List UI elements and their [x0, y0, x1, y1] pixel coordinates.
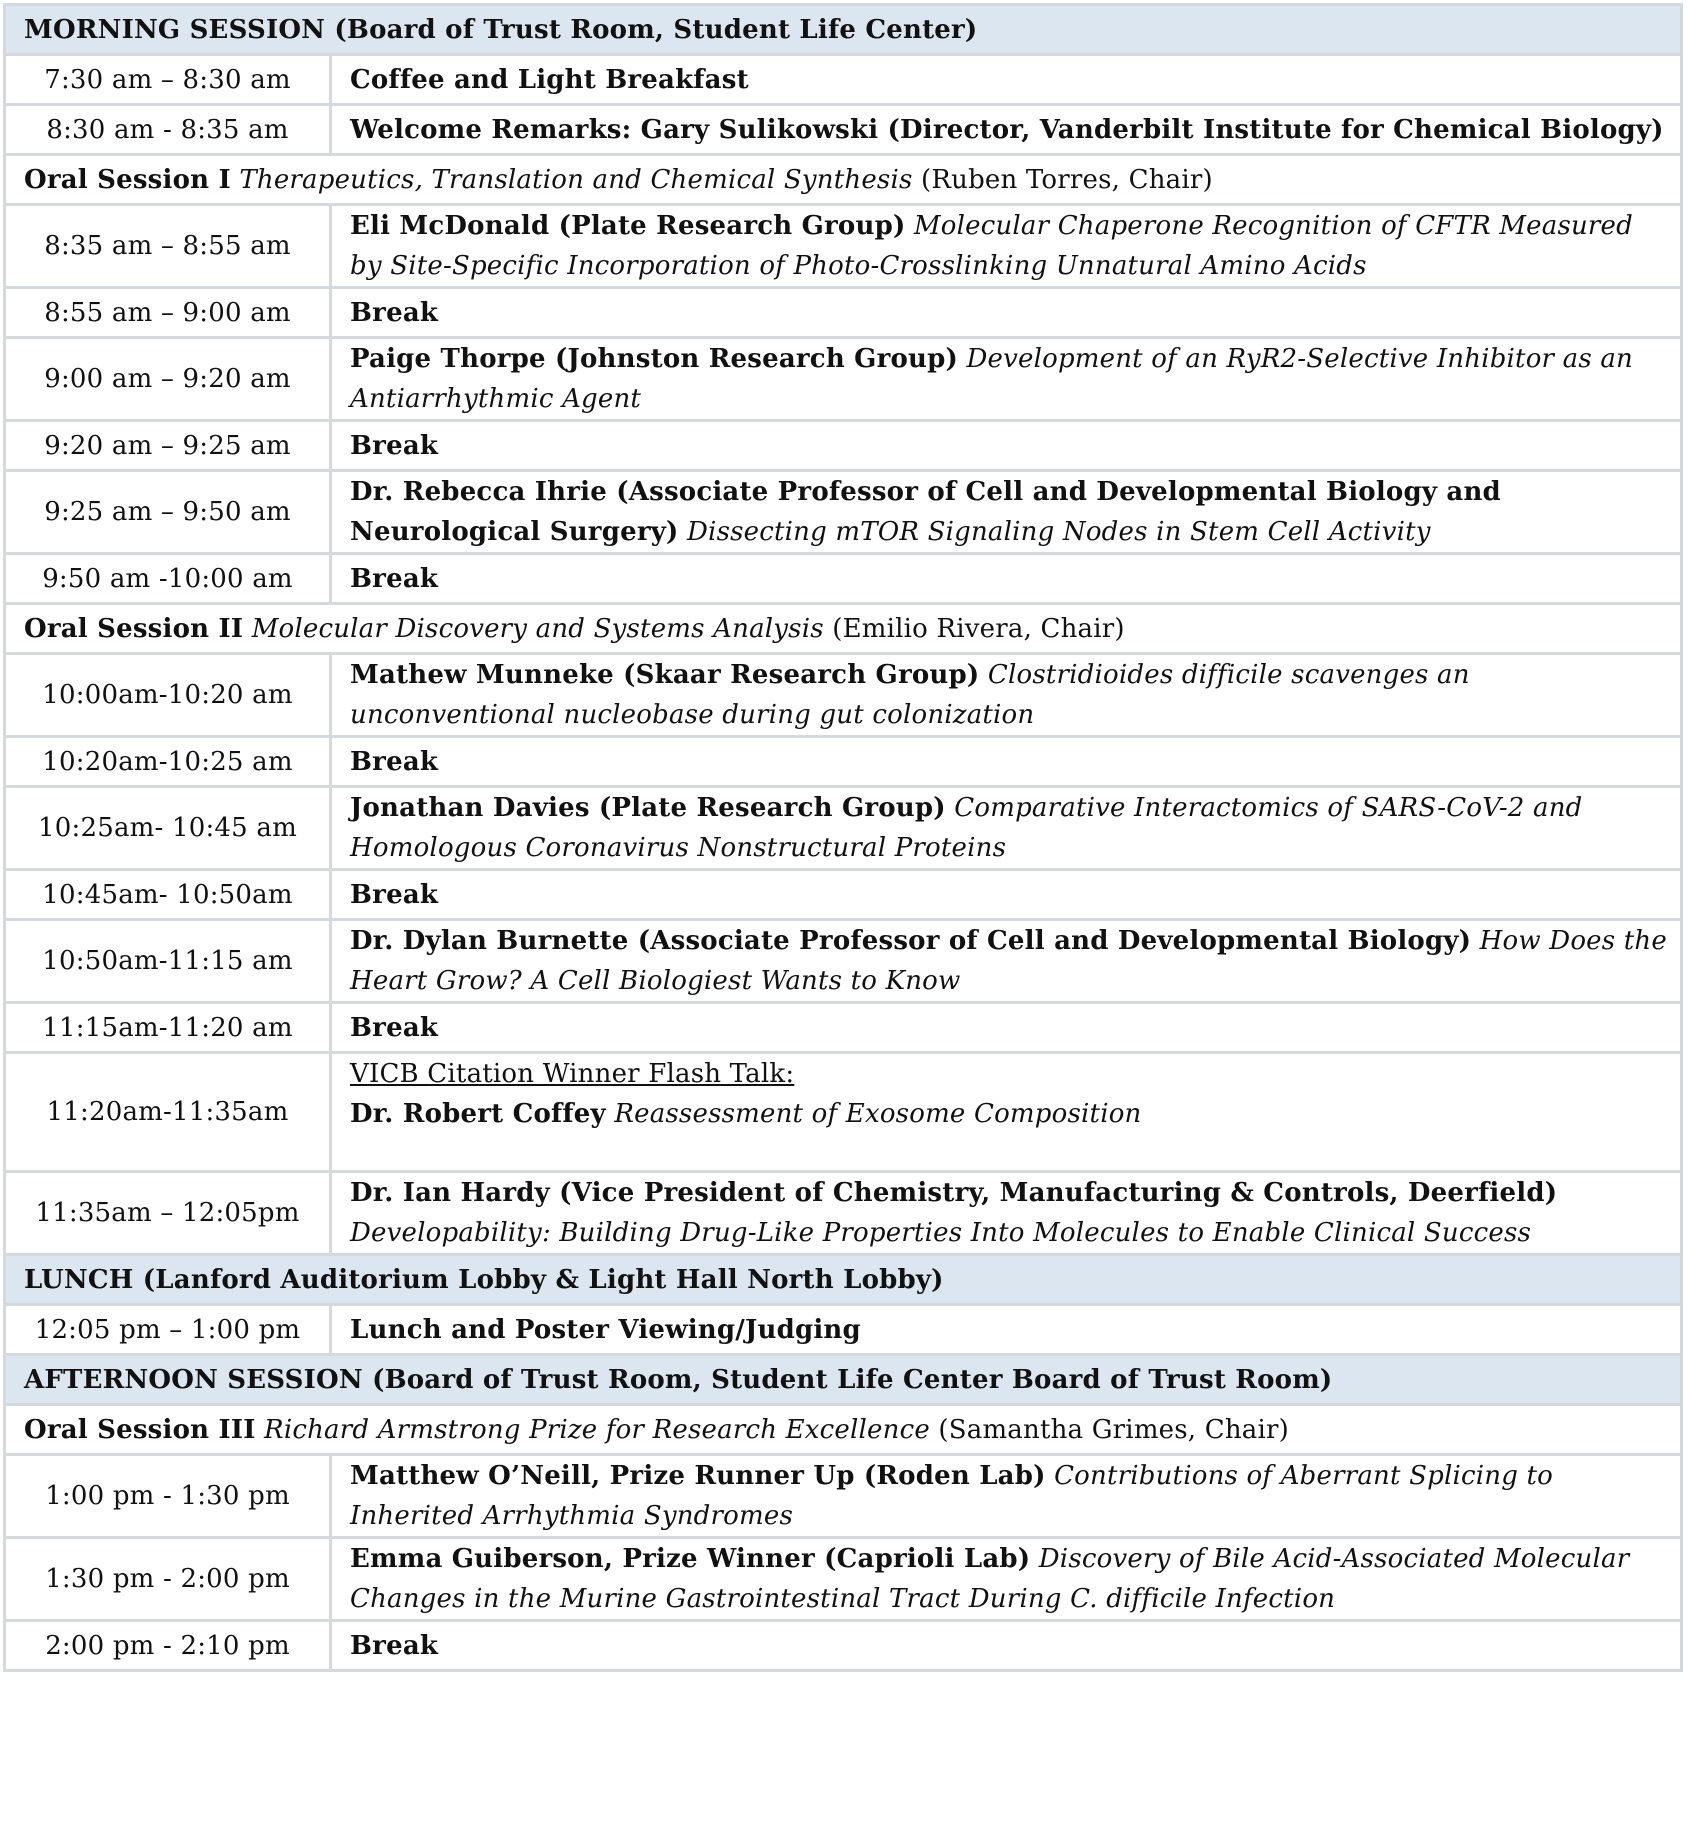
time-slot: 11:20am-11:35am: [5, 1053, 331, 1172]
flash-talk-speaker-line: [350, 1094, 1672, 1134]
event-cell: [331, 654, 1682, 737]
time-slot: 9:50 am -10:00 am: [5, 554, 331, 604]
schedule-row: [5, 870, 1682, 920]
schedule-row: [5, 920, 1682, 1003]
schedule-row: [5, 787, 1682, 870]
time-slot: 10:45am- 10:50am: [5, 870, 331, 920]
session-title: Molecular Discovery and Systems Analysis: [251, 613, 824, 644]
event-label: Break: [350, 430, 439, 461]
section-header: LUNCH (Lanford Auditorium Lobby & Light Hall North Lobby): [5, 1255, 1682, 1305]
talk-title: Clostridioides difficile scavenges an unconventional nucleobase during gut colonization: [350, 660, 1470, 730]
oral-session-heading: [5, 604, 1682, 654]
speaker-name: Emma Guiberson, Prize Winner (Caprioli Lab): [350, 1544, 1031, 1574]
talk-title: Reassessment of Exosome Composition: [614, 1099, 1142, 1129]
event-cell: [331, 105, 1682, 155]
talk-title: Contributions of Aberrant Splicing to Inherited Arrhythmia Syndromes: [350, 1461, 1554, 1531]
event-cell: [331, 421, 1682, 471]
time-slot: 10:20am-10:25 am: [5, 737, 331, 787]
session-chair: (Emilio Rivera, Chair): [832, 613, 1125, 644]
talk-title: Developability: Building Drug-Like Properties Into Molecules to Enable Clinical Success: [350, 1218, 1532, 1248]
time-slot: 12:05 pm – 1:00 pm: [5, 1305, 331, 1355]
event-cell: [331, 1003, 1682, 1053]
event-cell: [331, 870, 1682, 920]
time-slot: 11:15am-11:20 am: [5, 1003, 331, 1053]
section-header-row: [5, 5, 1682, 55]
schedule-row: [5, 1172, 1682, 1255]
session-title: Therapeutics, Translation and Chemical Synthesis: [239, 164, 913, 195]
speaker-name: Jonathan Davies (Plate Research Group): [350, 793, 946, 823]
section-header: AFTERNOON SESSION (Board of Trust Room, Student Life Center Board of Trust Room): [5, 1355, 1682, 1405]
schedule-row: [5, 1305, 1682, 1355]
section-header-row: [5, 1255, 1682, 1305]
schedule-row: [5, 55, 1682, 105]
section-header-row: [5, 1355, 1682, 1405]
schedule-table: [3, 3, 1683, 1672]
event-cell: [331, 55, 1682, 105]
flash-talk-block: [350, 1054, 1672, 1170]
event-cell: [331, 1053, 1682, 1172]
speaker-name: Matthew O’Neill, Prize Runner Up (Roden Lab): [350, 1461, 1046, 1491]
flash-talk-line: [350, 1054, 1672, 1094]
schedule-row: [5, 1003, 1682, 1053]
time-slot: 8:55 am – 9:00 am: [5, 288, 331, 338]
event-cell: [331, 920, 1682, 1003]
time-slot: 2:00 pm - 2:10 pm: [5, 1621, 331, 1671]
schedule-row: [5, 105, 1682, 155]
speaker-name: Eli McDonald (Plate Research Group): [350, 211, 906, 241]
schedule-row: [5, 421, 1682, 471]
schedule-row: [5, 288, 1682, 338]
time-slot: 8:30 am - 8:35 am: [5, 105, 331, 155]
event-label: Break: [350, 879, 439, 910]
oral-session-row: [5, 604, 1682, 654]
event-label: Coffee and Light Breakfast: [350, 64, 749, 95]
oral-session-row: [5, 155, 1682, 205]
session-title: Richard Armstrong Prize for Research Excellence: [264, 1414, 930, 1445]
time-slot: 9:25 am – 9:50 am: [5, 471, 331, 554]
schedule-row: [5, 1455, 1682, 1538]
event-cell: [331, 787, 1682, 870]
speaker-name: Dr. Dylan Burnette (Associate Professor of Cell and Developmental Biology): [350, 926, 1472, 956]
schedule-row: [5, 1621, 1682, 1671]
schedule-row: [5, 554, 1682, 604]
talk-title: Molecular Chaperone Recognition of CFTR Measured by Site-Specific Incorporation of Photo-Crosslinking Unnatural Amino Acids: [350, 211, 1633, 281]
event-label: Welcome Remarks: Gary Sulikowski (Director, Vanderbilt Institute for Chemical Biology): [350, 114, 1664, 145]
schedule-row: [5, 737, 1682, 787]
session-label: Oral Session I: [24, 164, 231, 195]
talk-title: Dissecting mTOR Signaling Nodes in Stem Cell Activity: [687, 517, 1431, 547]
event-cell: [331, 554, 1682, 604]
section-header: MORNING SESSION (Board of Trust Room, Student Life Center): [5, 5, 1682, 55]
oral-session-heading: [5, 155, 1682, 205]
event-cell: [331, 1455, 1682, 1538]
time-slot: 11:35am – 12:05pm: [5, 1172, 331, 1255]
time-slot: 1:30 pm - 2:00 pm: [5, 1538, 331, 1621]
time-slot: 10:50am-11:15 am: [5, 920, 331, 1003]
session-label: Oral Session II: [24, 613, 244, 644]
speaker-name: Paige Thorpe (Johnston Research Group): [350, 344, 958, 374]
event-cell: [331, 1621, 1682, 1671]
event-cell: [331, 1538, 1682, 1621]
oral-session-heading: [5, 1405, 1682, 1455]
event-cell: [331, 288, 1682, 338]
time-slot: 10:00am-10:20 am: [5, 654, 331, 737]
schedule-row: [5, 1053, 1682, 1172]
event-cell: [331, 338, 1682, 421]
talk-title: Discovery of Bile Acid-Associated Molecular Changes in the Murine Gastrointestinal Tract During C. difficile Infection: [350, 1544, 1630, 1614]
speaker-name: Dr. Ian Hardy (Vice President of Chemistry, Manufacturing & Controls, Deerfield): [350, 1178, 1558, 1208]
session-chair: (Ruben Torres, Chair): [921, 164, 1213, 195]
event-cell: [331, 737, 1682, 787]
time-slot: 9:00 am – 9:20 am: [5, 338, 331, 421]
event-label: Break: [350, 1630, 439, 1661]
schedule-row: [5, 654, 1682, 737]
event-label: Break: [350, 563, 439, 594]
event-label: Break: [350, 1012, 439, 1043]
time-slot: 8:35 am – 8:55 am: [5, 205, 331, 288]
oral-session-row: [5, 1405, 1682, 1455]
speaker-name: Dr. Rebecca Ihrie (Associate Professor of Cell and Developmental Biology and Neurological Surgery): [350, 477, 1501, 547]
event-cell: [331, 1172, 1682, 1255]
schedule-row: [5, 471, 1682, 554]
speaker-name: Mathew Munneke (Skaar Research Group): [350, 660, 980, 690]
talk-title: Comparative Interactomics of SARS-CoV-2 and Homologous Coronavirus Nonstructural Proteins: [350, 793, 1583, 863]
schedule-row: [5, 205, 1682, 288]
speaker-name: Dr. Robert Coffey: [350, 1099, 606, 1129]
event-cell: [331, 1305, 1682, 1355]
time-slot: 10:25am- 10:45 am: [5, 787, 331, 870]
event-cell: [331, 471, 1682, 554]
time-slot: 7:30 am – 8:30 am: [5, 55, 331, 105]
session-label: Oral Session III: [24, 1414, 256, 1445]
event-label: Break: [350, 297, 439, 328]
time-slot: 9:20 am – 9:25 am: [5, 421, 331, 471]
schedule-body: [5, 5, 1682, 1671]
flash-talk-label: VICB Citation Winner Flash Talk:: [350, 1059, 795, 1089]
event-label: Break: [350, 746, 439, 777]
talk-title: Development of an RyR2-Selective Inhibitor as an Antiarrhythmic Agent: [350, 344, 1634, 414]
event-cell: [331, 205, 1682, 288]
schedule-row: [5, 338, 1682, 421]
event-label: Lunch and Poster Viewing/Judging: [350, 1314, 861, 1345]
schedule-row: [5, 1538, 1682, 1621]
talk-title: How Does the Heart Grow? A Cell Biologiest Wants to Know: [350, 926, 1667, 996]
session-chair: (Samantha Grimes, Chair): [938, 1414, 1289, 1445]
time-slot: 1:00 pm - 1:30 pm: [5, 1455, 331, 1538]
